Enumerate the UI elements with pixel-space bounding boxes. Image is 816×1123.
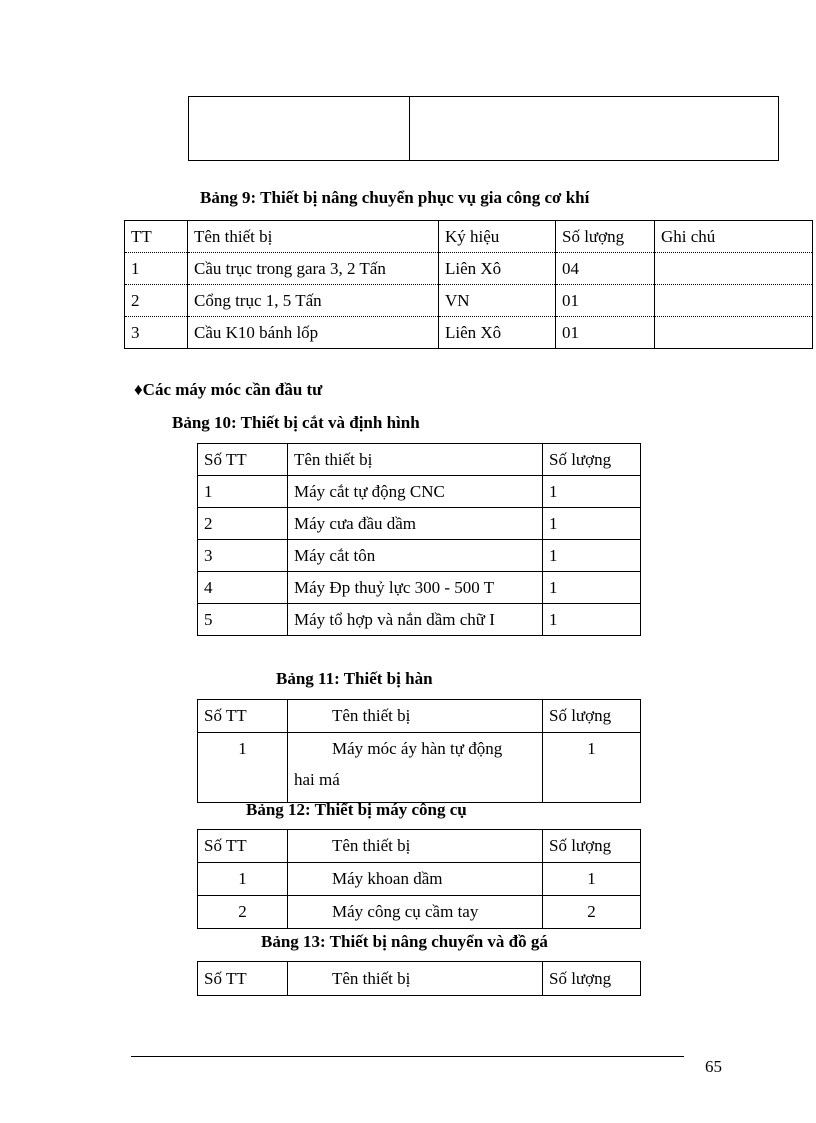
header-cell: Tên thiết bị [288,962,543,996]
cell: Liên Xô [439,317,556,349]
table-header-row [198,444,641,476]
cell [655,317,813,349]
cell: 01 [556,317,655,349]
table-row [198,476,641,508]
cell: Máy cắt tự động CNC [288,476,543,508]
table-row [125,317,813,349]
header-cell: TT [125,221,188,253]
table10-caption: Bảng 10: Thiết bị cắt và định hình [172,413,420,432]
header-cell: Số lượng [556,221,655,253]
cell: 1 [198,733,288,803]
table-row [125,285,813,317]
header-cell: Tên thiết bị [288,444,543,476]
cell: Máy cắt tôn [288,540,543,572]
table-row [125,253,813,285]
table-header-row [198,700,641,733]
cell: Máy Đp thuỷ lực 300 - 500 T [288,572,543,604]
cell: 2 [543,896,641,929]
table13 [197,961,641,996]
section-heading: ♦Các máy móc cần đầu tư [134,380,323,399]
continued-table [188,96,779,161]
empty-cell [410,97,779,161]
header-cell: Ghi chú [655,221,813,253]
header-cell: Số lượng [543,444,641,476]
header-cell: Số TT [198,830,288,863]
table-row [198,896,641,929]
table-row [198,540,641,572]
header-cell: Tên thiết bị [288,830,543,863]
table-row [198,572,641,604]
cell: 04 [556,253,655,285]
cell: 1 [543,863,641,896]
cell: 1 [543,508,641,540]
cell-line: hai má [294,770,340,789]
header-cell: Số lượng [543,962,641,996]
table13-caption: Bảng 13: Thiết bị nâng chuyển và đồ gá [261,932,548,951]
cell: 1 [543,540,641,572]
cell: 2 [125,285,188,317]
table-header-row [125,221,813,253]
cell [655,253,813,285]
cell: 1 [543,572,641,604]
empty-cell [189,97,410,161]
page-number: 65 [705,1057,722,1076]
cell [655,285,813,317]
cell-line: Máy móc áy hàn tự động [332,739,503,758]
cell: 1 [125,253,188,285]
cell: 1 [198,476,288,508]
cell: 1 [543,604,641,636]
cell: 2 [198,508,288,540]
table-row [198,604,641,636]
cell [288,733,543,803]
cell: Cổng trục 1, 5 Tấn [188,285,439,317]
header-cell: Số TT [198,700,288,733]
header-cell: Tên thiết bị [188,221,439,253]
cell: 1 [543,476,641,508]
table11 [197,699,641,803]
cell: 1 [198,863,288,896]
header-cell: Số TT [198,962,288,996]
cell: Liên Xô [439,253,556,285]
table9 [124,220,813,349]
cell: 5 [198,604,288,636]
cell: Máy cưa đầu dầm [288,508,543,540]
header-cell: Ký hiệu [439,221,556,253]
cell: Máy tổ hợp và nắn dầm chữ I [288,604,543,636]
table11-caption: Bảng 11: Thiết bị hàn [276,669,433,688]
cell: 1 [543,733,641,803]
header-cell: Số TT [198,444,288,476]
table-row [198,733,641,803]
table-row [198,863,641,896]
footer-rule [131,1056,684,1057]
table12 [197,829,641,929]
table12-caption: Bảng 12: Thiết bị máy công cụ [246,800,467,819]
cell: Cầu K10 bánh lốp [188,317,439,349]
table-header-row [198,830,641,863]
cell: 01 [556,285,655,317]
cell: Máy khoan dầm [288,863,543,896]
table10 [197,443,641,636]
cell: 2 [198,896,288,929]
cell: 3 [198,540,288,572]
header-cell: Tên thiết bị [288,700,543,733]
cell: 4 [198,572,288,604]
cell: Cầu trục trong gara 3, 2 Tấn [188,253,439,285]
cell: 3 [125,317,188,349]
header-cell: Số lượng [543,830,641,863]
table-header-row [198,962,641,996]
table-row [198,508,641,540]
cell: VN [439,285,556,317]
cell: Máy công cụ cầm tay [288,896,543,929]
header-cell: Số lượng [543,700,641,733]
table9-caption: Bảng 9: Thiết bị nâng chuyển phục vụ gia công cơ khí [200,188,590,207]
